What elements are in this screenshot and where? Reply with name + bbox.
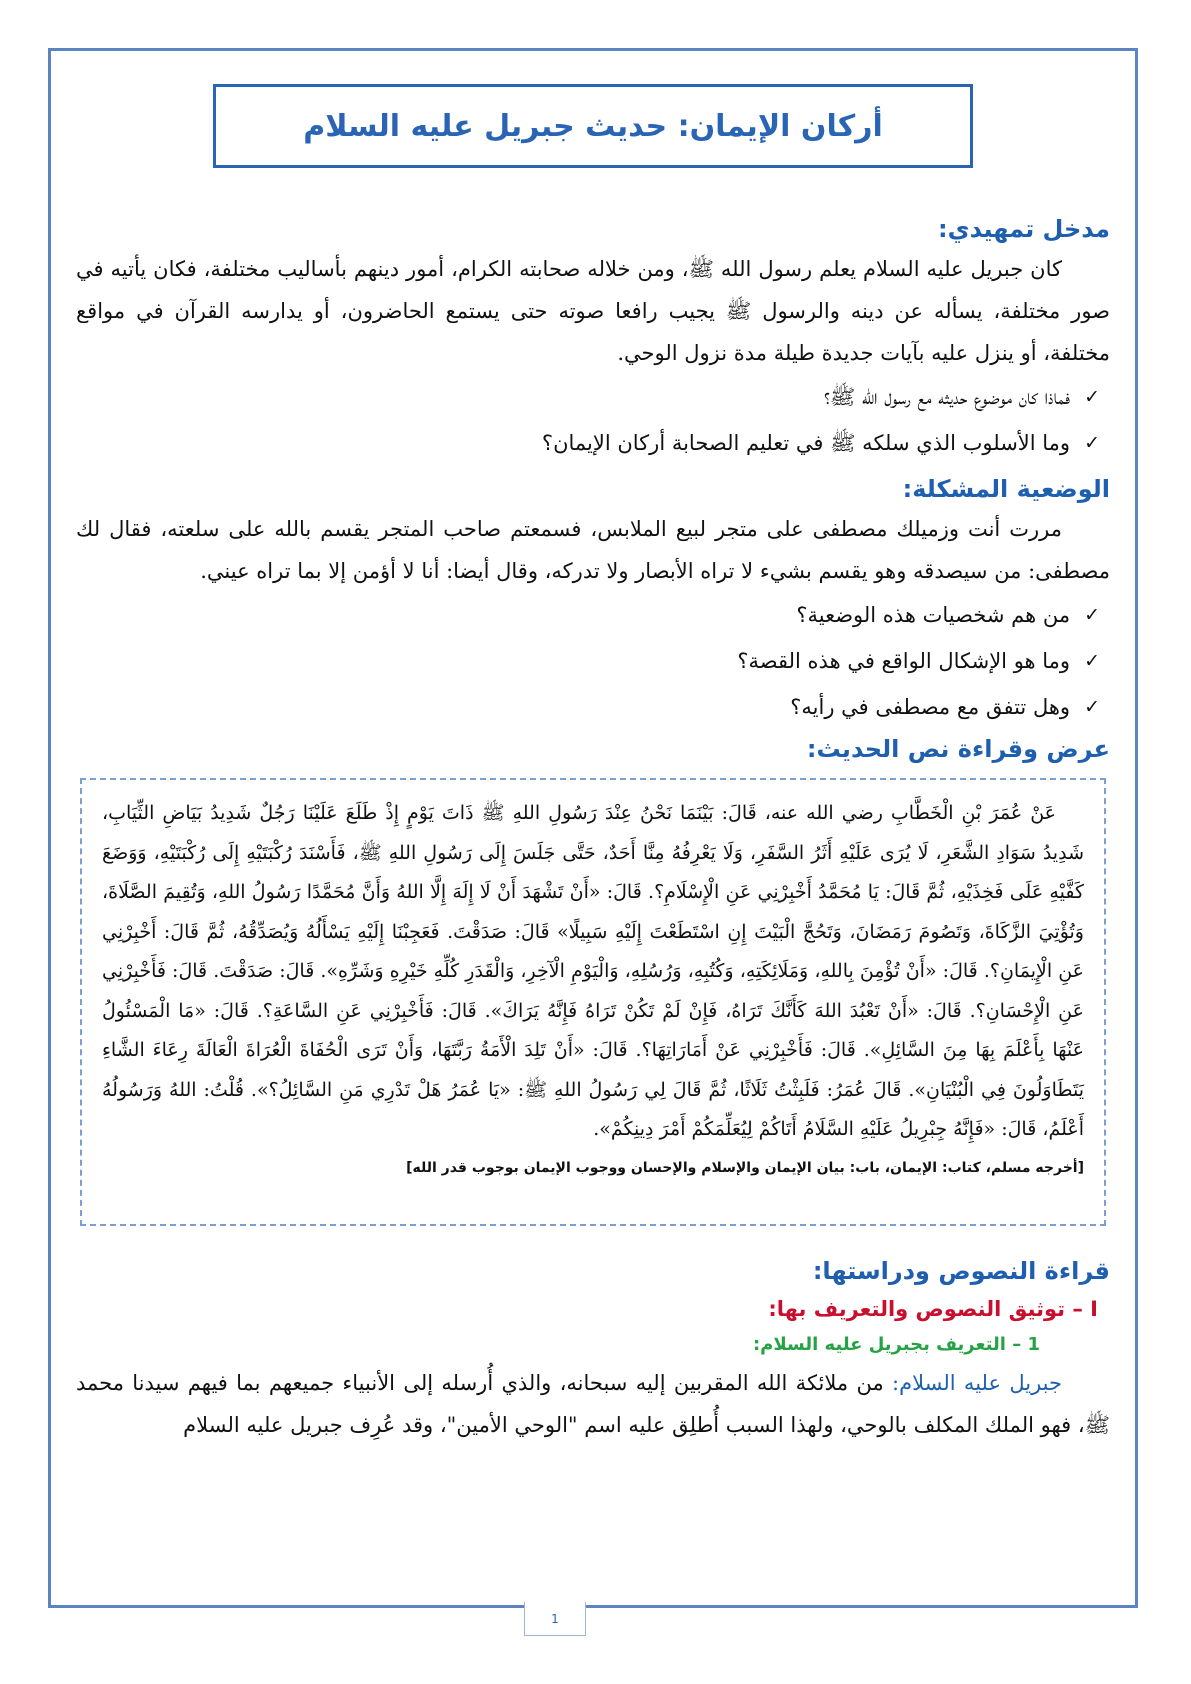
title-box <box>213 84 973 168</box>
gabriel-definition-paragraph <box>76 1362 1110 1446</box>
study-heading: قراءة النصوص ودراستها: <box>812 1257 1110 1285</box>
list-item <box>76 684 1100 730</box>
checkmark-icon: ✓ <box>1084 604 1100 626</box>
problem-heading: الوضعية المشكلة: <box>902 475 1110 503</box>
checkmark-icon: ✓ <box>1084 696 1100 718</box>
checkmark-icon: ✓ <box>1084 650 1100 672</box>
intro-heading: مدخل تمهيدي: <box>938 215 1110 243</box>
document-content <box>48 48 1138 1608</box>
hadith-source: [أخرجه مسلم، كتاب: الإيمان، باب: بيان الإيمان والإسلام والإحسان ووجوب الإيمان بوجوب قدر الله] <box>406 1159 1084 1176</box>
page-number: 1 <box>524 1602 586 1636</box>
intro-questions <box>76 374 1110 466</box>
question-text: وما الأسلوب الذي سلكه ﷺ في تعليم الصحابة أركان الإيمان؟ <box>541 431 1071 455</box>
list-item <box>76 638 1100 684</box>
page-title: أركان الإيمان: حديث جبريل عليه السلام <box>303 108 883 144</box>
problem-paragraph: مررت أنت وزميلك مصطفى على متجر لبيع الملابس، فسمعتم صاحب المتجر يقسم بالله على سلعته، فقال لك مصطفى: من سيصدقه وهو يقسم بشيء لا تراه الأبصار ولا تدركه، وقال أيضا: أنا لا أؤمن إلا بما تراه عيني. <box>76 517 1110 583</box>
question-text: من هم شخصيات هذه الوضعية؟ <box>796 603 1071 627</box>
documentation-subheading: I – توثيق النصوص والتعريف بها: <box>768 1297 1098 1321</box>
hadith-heading: عرض وقراءة نص الحديث: <box>806 735 1110 763</box>
question-text: وهل تتفق مع مصطفى في رأيه؟ <box>790 695 1071 719</box>
list-item <box>76 420 1100 466</box>
hadith-text: عَنْ عُمَرَ بْنِ الْخَطَّابِ رضي الله عنه، قَالَ: بَيْنَمَا نَحْنُ عِنْدَ رَسُولِ اللهِ ﷺ ذَاتَ يَوْمٍ إِذْ طَلَعَ عَلَيْنَا رَجُلٌ شَدِيدُ بَيَاضِ الثِّيَابِ، شَدِيدُ سَوَادِ الشَّعَرِ، لَا يُرَى عَلَيْهِ أَثَرُ السَّفَرِ، وَلَا يَعْرِفُهُ مِنَّا أَحَدٌ، حَتَّى جَلَسَ إِلَى رَسُولِ اللهِ ﷺ، فَأَسْنَدَ رُكْبَتَيْهِ إِلَى رُكْبَتَيْهِ، وَوَضَعَ كَفَّيْهِ عَلَى فَخِذَيْهِ، ثُمَّ قَالَ: يَا مُحَمَّدُ أَخْبِرْنِي عَنِ الْإِسْلَامِ؟. قَالَ: «أَنْ تَشْهَدَ أَنْ لَا إِلَهَ إِلَّا اللهُ وَأَنَّ مُحَمَّدًا رَسُولُ اللهِ، وَتُقِيمَ الصَّلَاةَ، وَتُؤْتِيَ الزَّكَاةَ، وَتَصُومَ رَمَضَانَ، وَتَحُجَّ الْبَيْتَ إِنِ اسْتَطَعْتَ إِلَيْهِ سَبِيلًا» قَالَ: صَدَقْتَ. فَعَجِبْنَا إِلَيْهِ يَسْأَلُهُ وَيُصَدِّقُهُ، ثُمَّ قَالَ: أَخْبِرْنِي عَنِ الْإِيمَانِ؟. قَالَ: «أَنْ تُؤْمِنَ بِاللهِ، وَمَلَائِكَتِهِ، وَكُتُبِهِ، وَرُسُلِهِ، وَالْيَوْمِ الْآخِرِ، وَالْقَدَرِ كُلِّهِ خَيْرِهِ وَشَرِّهِ». قَالَ: صَدَقْتَ. قَالَ: فَأَخْبِرْنِي عَنِ الْإِحْسَانِ؟. قَالَ: «أَنْ تَعْبُدَ اللهَ كَأَنَّكَ تَرَاهُ، فَإِنْ لَمْ تَكُنْ تَرَاهُ فَإِنَّهُ يَرَاكَ». قَالَ: فَأَخْبِرْنِي عَنِ السَّاعَةِ؟. قَالَ: «مَا الْمَسْئُولُ عَنْهَا بِأَعْلَمَ بِهَا مِنَ السَّائِلِ». قَالَ: فَأَخْبِرْنِي عَنْ أَمَارَاتِهَا؟. قَالَ: «أَنْ تَلِدَ الْأَمَةُ رَبَّتَهَا، وَأَنْ تَرَى الْحُفَاةَ الْعُرَاةَ الْعَالَةَ رِعَاءَ الشَّاءِ يَتَطَاوَلُونَ فِي الْبُنْيَانِ». قَالَ عُمَرُ: فَلَبِثْتُ ثَلَاثًا، ثُمَّ قَالَ لِي رَسُولُ اللهِ ﷺ: «يَا عُمَرُ هَلْ تَدْرِي مَنِ السَّائِلُ؟». قُلْتُ: اللهُ وَرَسُولُهُ أَعْلَمُ، قَالَ: «فَإِنَّهُ جِبْرِيلُ عَلَيْهِ السَّلَامُ أَتَاكُمْ لِيُعَلِّمَكُمْ أَمْرَ دِينِكُمْ». <box>102 802 1084 1140</box>
checkmark-icon: ✓ <box>1084 432 1100 454</box>
list-item <box>76 374 1100 420</box>
checkmark-icon: ✓ <box>1084 386 1100 408</box>
problem-questions <box>76 592 1110 730</box>
list-item <box>76 592 1100 638</box>
intro-paragraph: كان جبريل عليه السلام يعلم رسول الله ﷺ، ومن خلاله صحابته الكرام، أمور دينهم بأساليب مختلفة، فكان يأتيه في صور مختلفة، يسأله عن دينه والرسول ﷺ يجيب رافعا صوته حتى يستمع الحاضرون، أو يدارسه القرآن في مواقع مختلفة، أو ينزل عليه بآيات جديدة طيلة مدة نزول الوحي. <box>76 257 1110 365</box>
gabriel-definition-subheading: 1 – التعريف بجبريل عليه السلام: <box>752 1334 1040 1355</box>
gabriel-term: جبريل عليه السلام: <box>892 1371 1062 1395</box>
question-text: فماذا كان موضوع حديثه مع رسول الله ﷺ؟ <box>824 385 1071 409</box>
question-text: وما هو الإشكال الواقع في هذه القصة؟ <box>737 649 1071 673</box>
gabriel-definition-text: من ملائكة الله المقربين إليه سبحانه، والذي أُرسله إلى الأنبياء جميعهم بما فيهم سيدنا محمد ﷺ، فهو الملك المكلف بالوحي، ولهذا السبب أُطلِق عليه اسم "الوحي الأمين"، وقد عُرِف جبريل عليه السلام <box>76 1371 1110 1437</box>
hadith-box <box>80 778 1106 1226</box>
